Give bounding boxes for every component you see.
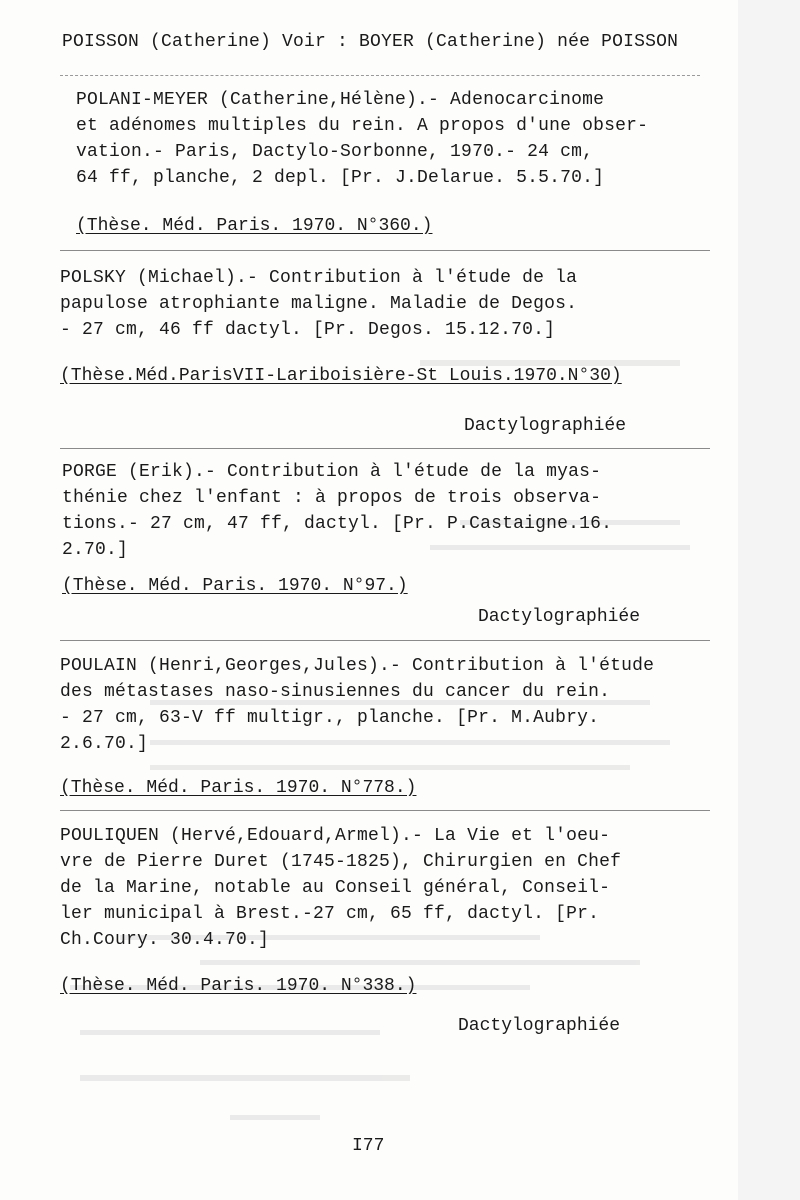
entry-1-thesis-reference [76, 214, 432, 238]
separator-rule [60, 810, 710, 811]
entry-5-thesis-reference [60, 974, 416, 998]
entry-3-line-1: PORGE (Erik).- Contribution à l'étude de la myas- [62, 462, 602, 482]
entry-1-line-1: POLANI-MEYER (Catherine,Hélène).- Adenocarcinome [76, 90, 605, 110]
entry-1-line-3: vation.- Paris, Dactylo-Sorbonne, 1970.- 24 cm, [76, 142, 594, 162]
entry-4-thesis-reference [60, 776, 416, 800]
entry-2-reference-text: (Thèse.Méd.ParisVII-Lariboisière-St Louis.1970.N°30) [60, 366, 622, 386]
entry-4-line-1: POULAIN (Henri,Georges,Jules).- Contribution à l'étude [60, 656, 655, 676]
separator-rule [60, 640, 710, 641]
entry-1-reference-text: (Thèse. Méd. Paris. 1970. N°360.) [76, 216, 433, 236]
entry-5-reference-text: (Thèse. Méd. Paris. 1970. N°338.) [60, 976, 417, 996]
entry-2-line-2: papulose atrophiante maligne. Maladie de Degos. [60, 294, 578, 314]
entry-3-line-4: 2.70.] [62, 540, 129, 560]
entry-2-dactylographiee-note: Dactylographiée [464, 416, 627, 436]
entry-4-line-2: des métastases naso-sinusiennes du cancer du rein. [60, 682, 611, 702]
page-number: I77 [352, 1136, 385, 1156]
entry-3-thesis-reference [62, 574, 408, 598]
cross-reference-line: POISSON (Catherine) Voir : BOYER (Catherine) née POISSON [62, 32, 679, 52]
entry-3-line-3: tions.- 27 cm, 47 ff, dactyl. [Pr. P.Castaigne.16. [62, 514, 613, 534]
entry-5-dactylographiee-note: Dactylographiée [458, 1016, 621, 1036]
entry-4-reference-text: (Thèse. Méd. Paris. 1970. N°778.) [60, 778, 417, 798]
entry-1-line-2: et adénomes multiples du rein. A propos d'une obser- [76, 116, 649, 136]
separator-rule [60, 448, 710, 449]
entry-4-line-3: - 27 cm, 63-V ff multigr., planche. [Pr. M.Aubry. [60, 708, 600, 728]
entry-5-line-2: vre de Pierre Duret (1745-1825), Chirurgien en Chef [60, 852, 622, 872]
entry-5-line-3: de la Marine, notable au Conseil général, Conseil- [60, 878, 611, 898]
entry-5-line-5: Ch.Coury. 30.4.70.] [60, 930, 270, 950]
entry-3-dactylographiee-note: Dactylographiée [478, 607, 641, 627]
entry-1-line-4: 64 ff, planche, 2 depl. [Pr. J.Delarue. 5.5.70.] [76, 168, 605, 188]
entry-5-line-4: ler municipal à Brest.-27 cm, 65 ff, dactyl. [Pr. [60, 904, 600, 924]
entry-4-line-4: 2.6.70.] [60, 734, 149, 754]
entry-5-line-1: POULIQUEN (Hervé,Edouard,Armel).- La Vie et l'oeu- [60, 826, 611, 846]
entry-3-reference-text: (Thèse. Méd. Paris. 1970. N°97.) [62, 576, 408, 596]
separator-rule [60, 75, 700, 76]
separator-rule [60, 250, 710, 251]
entry-2-line-3: - 27 cm, 46 ff dactyl. [Pr. Degos. 15.12.70.] [60, 320, 556, 340]
entry-2-thesis-reference [60, 364, 622, 388]
entry-2-line-1: POLSKY (Michael).- Contribution à l'étude de la [60, 268, 578, 288]
entry-3-line-2: thénie chez l'enfant : à propos de trois observa- [62, 488, 602, 508]
